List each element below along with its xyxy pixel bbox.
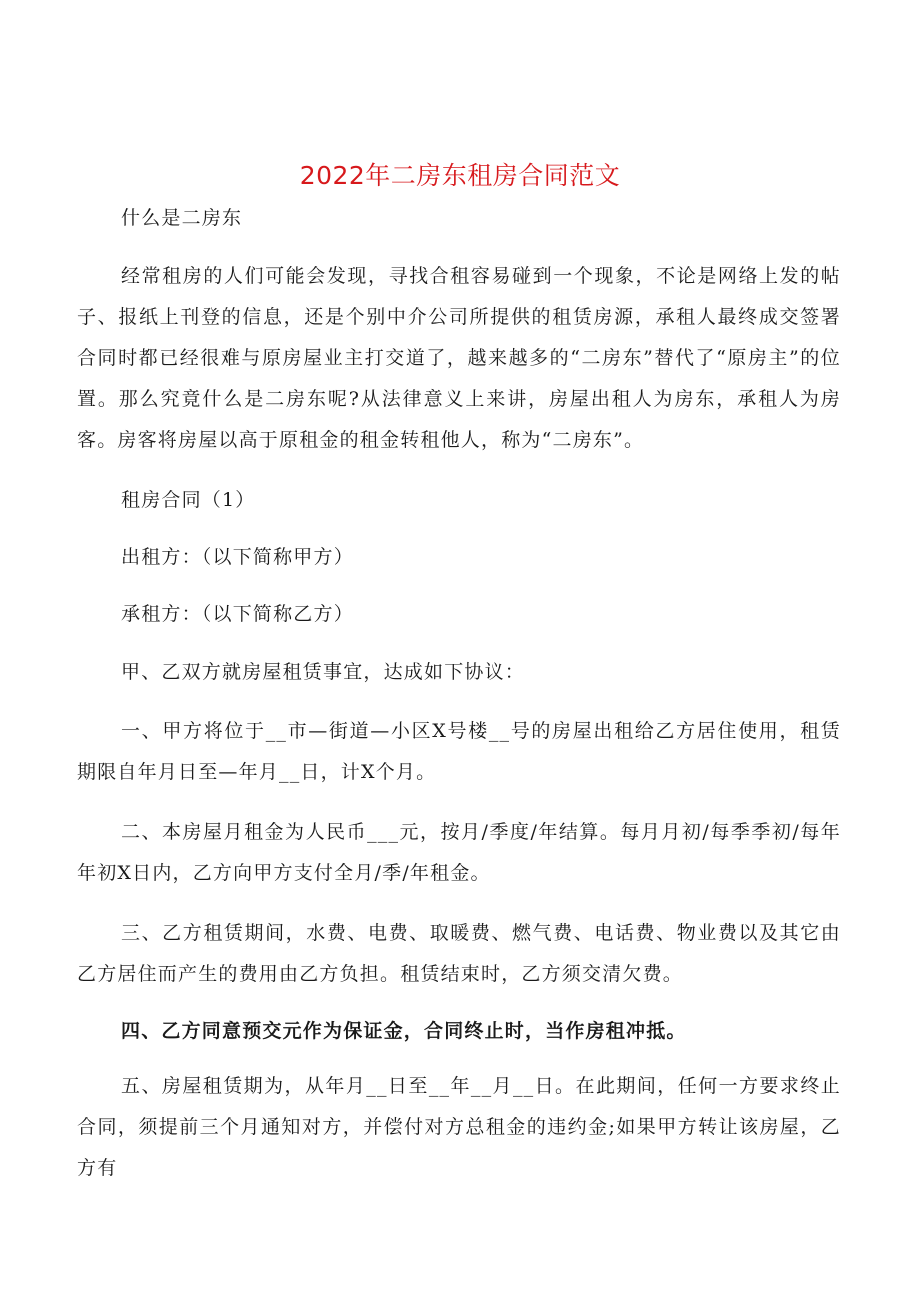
lessee-line: 承租方：（以下简称乙方） [121, 603, 354, 625]
intro-paragraph: 经常租房的人们可能会发现，寻找合租容易碰到一个现象，不论是网络上发的帖子、报纸上刊登的信息，还是个别中介公司所提供的租赁房源，承租人最终成交签署合同时都已经很难与原房屋业主打交道了，越来越多的“二房东”替代了“原房主”的位置。那么究竟什么是二房东呢?从法律意义上来讲，房屋出租人为房东，承租人为房客。房客将房屋以高于原租金的租金转租他人，称为“二房东”。 [77, 265, 841, 451]
clause-1: 一、甲方将位于__市—街道—小区X号楼__号的房屋出租给乙方居住使用，租赁期限自年月日至—年月__日，计X个月。 [77, 720, 841, 783]
agreement-intro: 甲、乙双方就房屋租赁事宜，达成如下协议： [121, 661, 526, 683]
clause-3: 三、乙方租赁期间，水费、电费、取暖费、燃气费、电话费、物业费以及其它由乙方居住而产生的费用由乙方负担。租赁结束时，乙方须交清欠费。 [77, 922, 841, 985]
lessor-line: 出租方：（以下简称甲方） [121, 546, 354, 568]
document-title: 2022年二房东租房合同范文 [299, 161, 621, 190]
clause-4: 四、乙方同意预交元作为保证金，合同终止时，当作房租冲抵。 [121, 1020, 687, 1042]
clause-2: 二、本房屋月租金为人民币___元，按月/季度/年结算。每月月初/每季季初/每年年初X日内，乙方向甲方支付全月/季/年租金。 [77, 821, 841, 884]
contract-heading: 租房合同（1） [121, 489, 256, 511]
section-heading-what-is: 什么是二房东 [121, 207, 243, 229]
clause-5: 五、房屋租赁期为，从年月__日至__年__月__日。在此期间，任何一方要求终止合同，须提前三个月通知对方，并偿付对方总租金的违约金;如果甲方转让该房屋，乙方有 [77, 1075, 841, 1179]
